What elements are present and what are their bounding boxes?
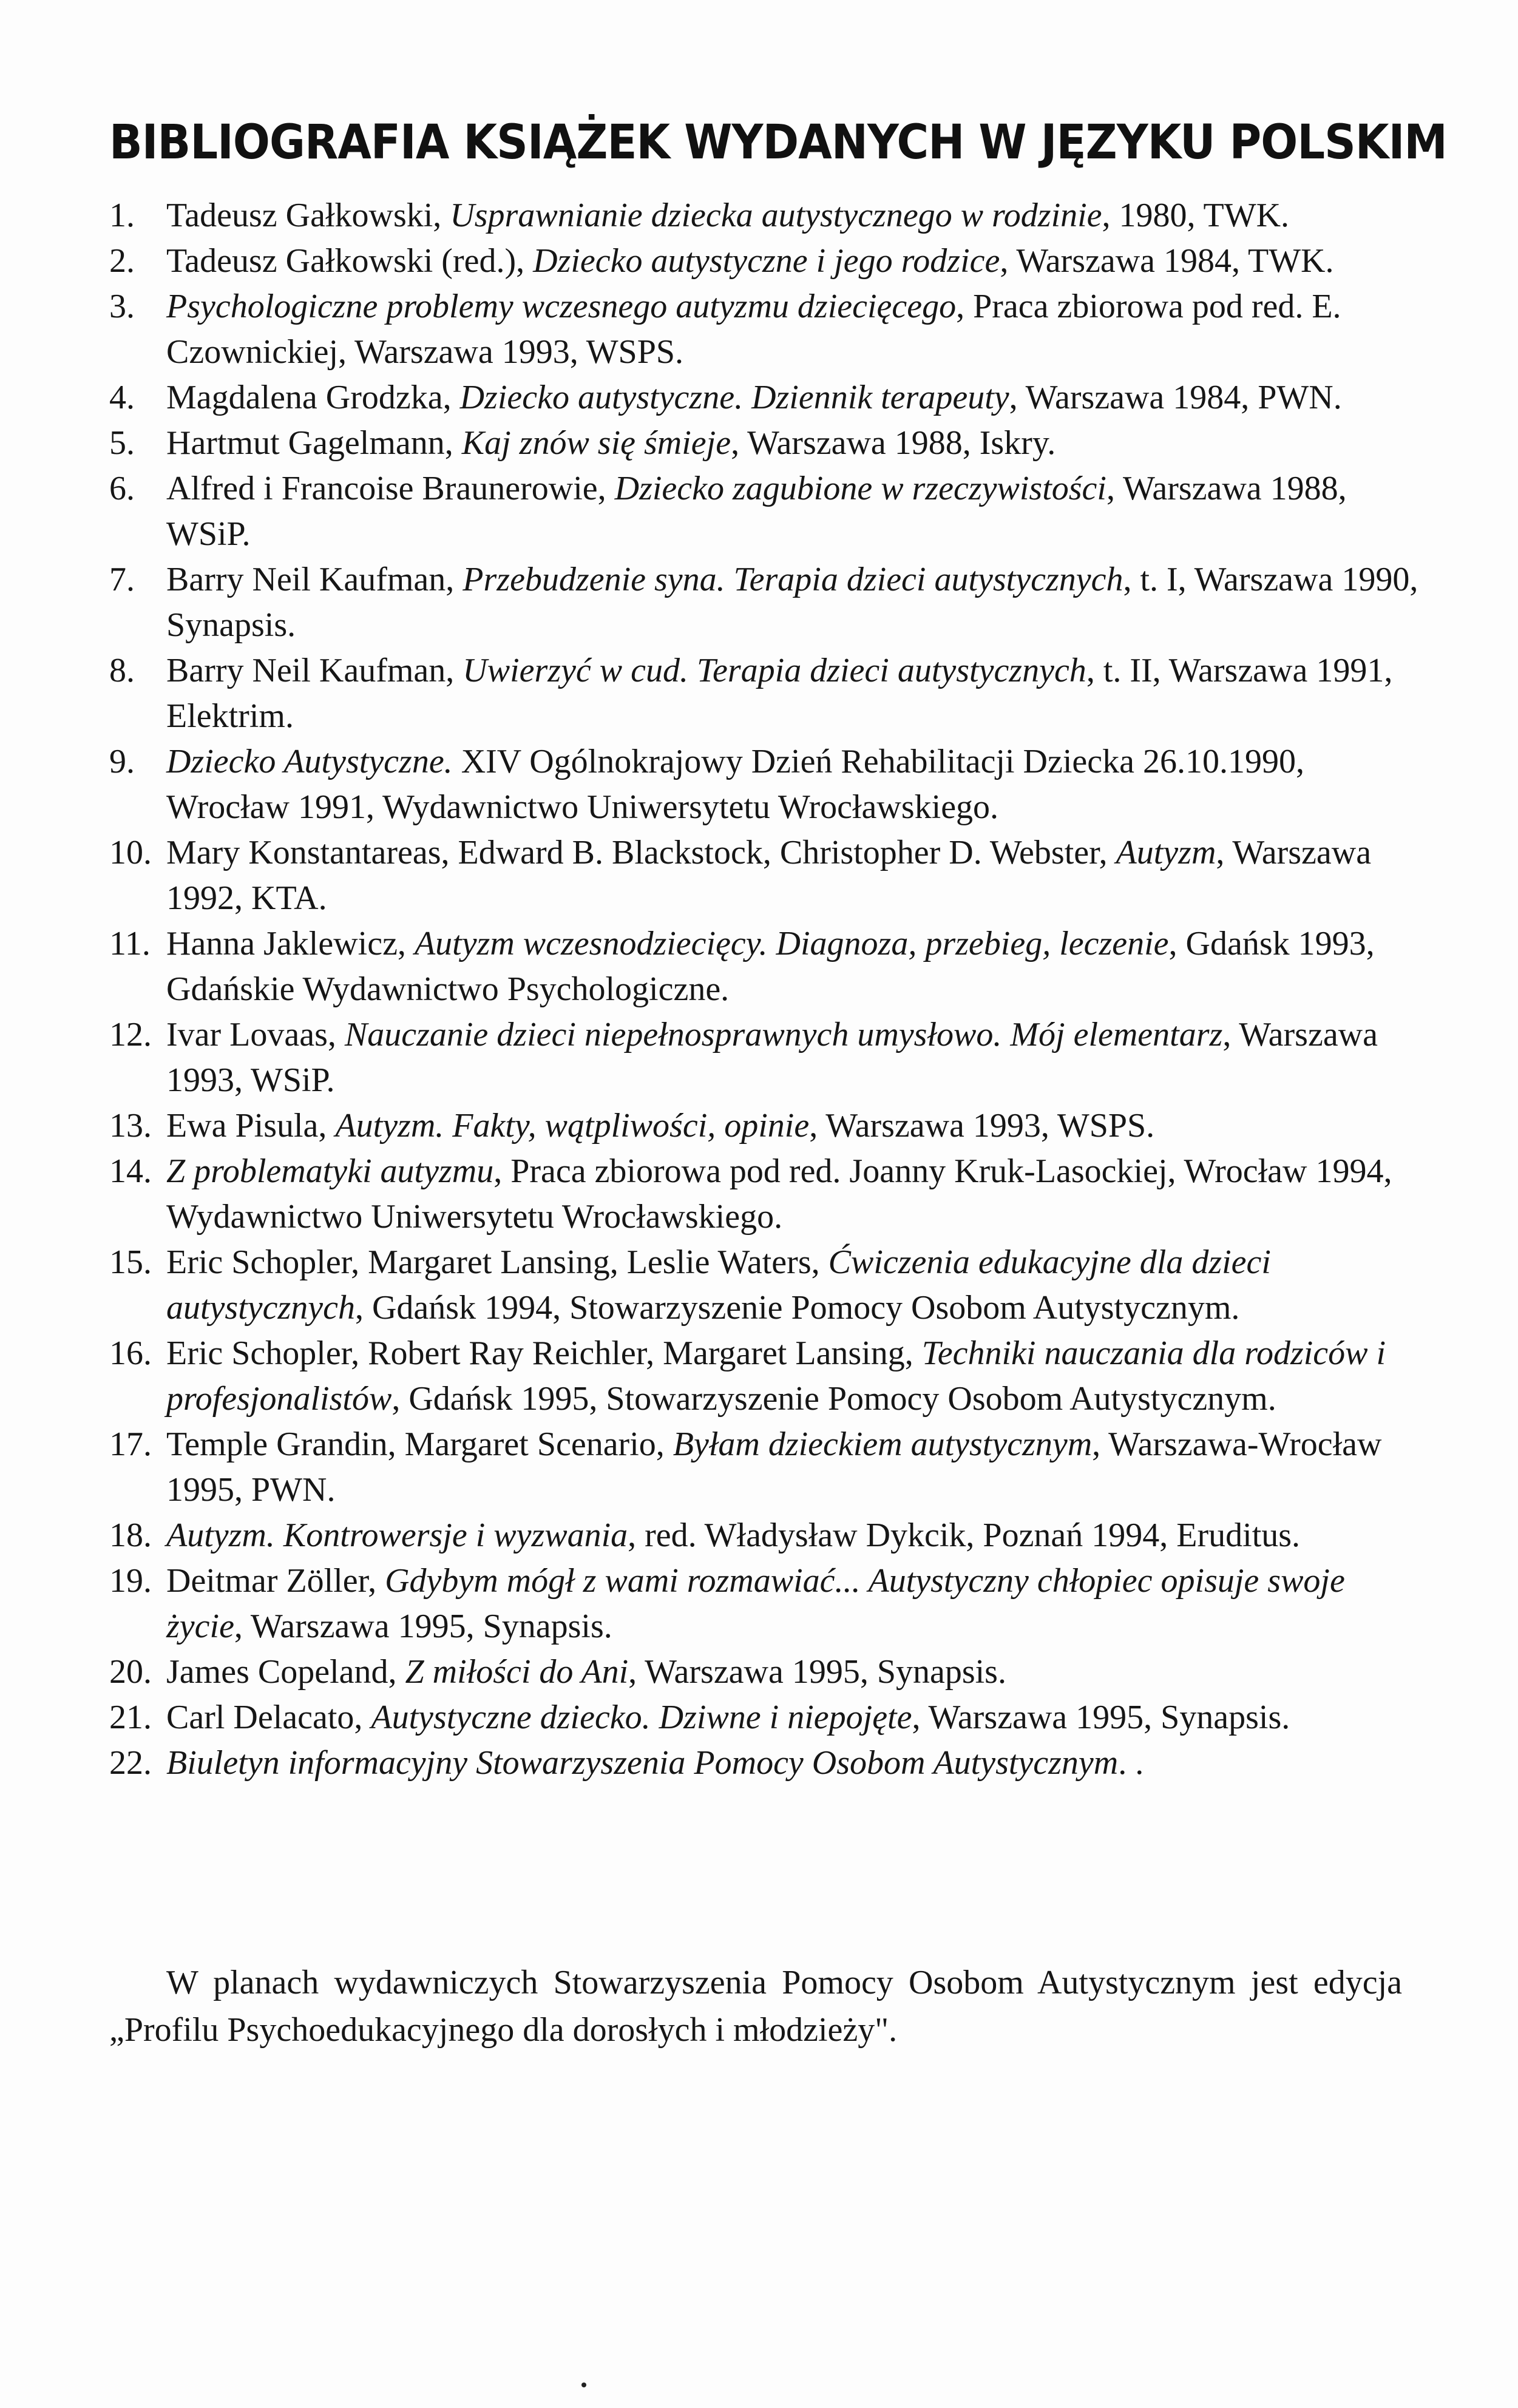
list-item [109,421,1420,466]
item-details: , Warszawa 1995, Synapsis. [912,1699,1290,1736]
item-author: Alfred i Francoise Braunerowie, [166,470,615,507]
item-author: Temple Grandin, Margaret Scenario, [166,1426,673,1463]
item-title: Psychologiczne problemy wczesnego autyzmu dziecięcego [166,288,957,325]
item-title: Usprawnianie dziecka autystycznego w rodzinie [450,197,1102,234]
item-title: Autystyczne dziecko. Dziwne i niepojęte [371,1699,912,1736]
item-details: , Warszawa 1984, PWN. [1009,379,1342,416]
item-number: 9. [109,743,135,780]
item-details: , Warszawa 1988, Iskry. [731,424,1056,462]
item-number: 14. [109,1152,152,1190]
item-number: 15. [109,1243,152,1281]
item-details: , Warszawa 1988, WSiP. [166,470,1347,553]
list-item [109,739,1420,830]
item-title: Biuletyn informacyjny Stowarzyszenia Pomocy Osobom Autystycznym [166,1744,1119,1782]
item-number: 19. [109,1562,152,1600]
item-author: Hanna Jaklewicz, [166,925,415,962]
item-number: 17. [109,1426,152,1463]
item-details: , Warszawa 1992, KTA. [166,834,1372,917]
item-title: Przebudzenie syna. Terapia dzieci autystycznych [463,561,1123,598]
item-title: Autyzm. Kontrowersje i wyzwania [166,1517,628,1554]
item-author: Hartmut Gagelmann, [166,424,462,462]
list-item [109,557,1420,648]
item-number: 2. [109,242,135,280]
item-details: , Warszawa 1993, WSiP. [166,1016,1378,1099]
item-title: Ćwiczenia edukacyjne dla dzieci autystycznych [166,1243,1271,1327]
item-number: 6. [109,470,135,507]
item-details: . . [1118,1744,1144,1782]
item-author: Carl Delacato, [166,1699,371,1736]
list-item [109,1740,1420,1786]
page-title: BIBLIOGRAFIA KSIĄŻEK WYDANYCH W JĘZYKU POLSKIM [109,115,1447,170]
list-item [109,1649,1420,1695]
item-number: 3. [109,288,135,325]
item-details: , Praca zbiorowa pod red. Joanny Kruk-Lasockiej, Wrocław 1994, Wydawnictwo Uniwersytetu Wrocławskiego. [166,1152,1392,1236]
page-mark [581,2383,586,2387]
item-author: James Copeland, [166,1653,405,1691]
item-details: , 1980, TWK. [1102,197,1290,234]
publishing-plans-note: W planach wydawniczych Stowarzyszenia Pomocy Osobom Autystycznym jest edycja „Profilu Psychoedukacyjnego dla dorosłych i młodzieży". [109,1964,1402,2049]
item-title: Gdybym mógł z wami rozmawiać... Autystyczny chłopiec opisuje swoje życie [166,1562,1345,1645]
item-number: 5. [109,424,135,462]
item-author: Barry Neil Kaufman, [166,561,463,598]
bibliography-list [109,193,1420,1786]
item-title: Byłam dzieckiem autystycznym [673,1426,1093,1463]
item-author: Eric Schopler, Margaret Lansing, Leslie Waters, [166,1243,828,1281]
item-author: Ivar Lovaas, [166,1016,345,1054]
item-title: Z problematyki autyzmu [166,1152,494,1190]
list-item [109,1558,1420,1649]
item-number: 8. [109,652,135,689]
list-item [109,375,1420,421]
item-title: Autyzm [1116,834,1216,871]
item-title: Z miłości do Ani [405,1653,629,1691]
list-item [109,1331,1420,1422]
item-details: , red. Władysław Dykcik, Poznań 1994, Eruditus. [628,1517,1301,1554]
list-item [109,238,1420,284]
list-item [109,1012,1420,1103]
item-author: Eric Schopler, Robert Ray Reichler, Margaret Lansing, [166,1334,922,1372]
item-author: Ewa Pisula, [166,1107,336,1145]
list-item [109,1103,1420,1149]
item-author: Tadeusz Gałkowski, [166,197,450,234]
item-details: , Warszawa 1984, TWK. [1000,242,1334,280]
item-details: , t. I, Warszawa 1990, Synapsis. [166,561,1418,644]
item-number: 11. [109,925,151,962]
item-details: , Warszawa 1995, Synapsis. [628,1653,1006,1691]
list-item [109,1513,1420,1558]
item-number: 21. [109,1699,152,1736]
list-item [109,1695,1420,1740]
item-details: , Gdańsk 1993, Gdańskie Wydawnictwo Psychologiczne. [166,925,1375,1008]
list-item [109,830,1420,921]
list-item [109,648,1420,739]
item-number: 18. [109,1517,152,1554]
list-item [109,466,1420,557]
item-author: Deitmar Zöller, [166,1562,385,1600]
item-number: 1. [109,197,135,234]
item-title: Dziecko Autystyczne. [166,743,453,780]
item-author: Tadeusz Gałkowski (red.), [166,242,534,280]
item-details: XIV Ogólnokrajowy Dzień Rehabilitacji Dziecka 26.10.1990, Wrocław 1991, Wydawnictwo Uniwersytetu Wrocławskiego. [166,743,1304,826]
item-details: , Praca zbiorowa pod red. E. Czownickiej, Warszawa 1993, WSPS. [166,288,1341,371]
list-item [109,193,1420,238]
list-item [109,1422,1420,1513]
item-title: Dziecko zagubione w rzeczywistości [614,470,1106,507]
item-title: Nauczanie dzieci niepełnosprawnych umysłowo. Mój elementarz [344,1016,1223,1054]
item-title: Kaj znów się śmieje [461,424,731,462]
item-details: , Warszawa 1993, WSPS. [809,1107,1155,1145]
item-title: Autyzm. Fakty, wątpliwości, opinie [335,1107,810,1145]
list-item [109,1149,1420,1240]
item-details: , t. II, Warszawa 1991, Elektrim. [166,652,1393,735]
item-title: Dziecko autystyczne i jego rodzice [533,242,1000,280]
list-item [109,284,1420,375]
item-title: Techniki nauczania dla rodziców i profesjonalistów [166,1334,1386,1418]
item-author: Mary Konstantareas, Edward B. Blackstock, Christopher D. Webster, [166,834,1116,871]
item-details: , Gdańsk 1995, Stowarzyszenie Pomocy Osobom Autystycznym. [391,1380,1276,1418]
item-number: 13. [109,1107,152,1145]
list-item [109,1240,1420,1331]
item-number: 7. [109,561,135,598]
item-number: 12. [109,1016,152,1054]
item-details: , Warszawa 1995, Synapsis. [234,1608,612,1645]
item-title: Dziecko autystyczne. Dziennik terapeuty [459,379,1009,416]
item-number: 4. [109,379,135,416]
item-details: , Gdańsk 1994, Stowarzyszenie Pomocy Osobom Autystycznym. [354,1289,1240,1327]
item-number: 22. [109,1744,152,1782]
item-details: , Warszawa-Wrocław 1995, PWN. [166,1426,1382,1509]
item-number: 16. [109,1334,152,1372]
item-author: Magdalena Grodzka, [166,379,460,416]
item-number: 20. [109,1653,152,1691]
item-title: Autyzm wczesnodziecięcy. Diagnoza, przebieg, leczenie [414,925,1169,962]
item-title: Uwierzyć w cud. Terapia dzieci autystycznych [463,652,1086,689]
list-item [109,921,1420,1012]
item-number: 10. [109,834,152,871]
item-author: Barry Neil Kaufman, [166,652,463,689]
